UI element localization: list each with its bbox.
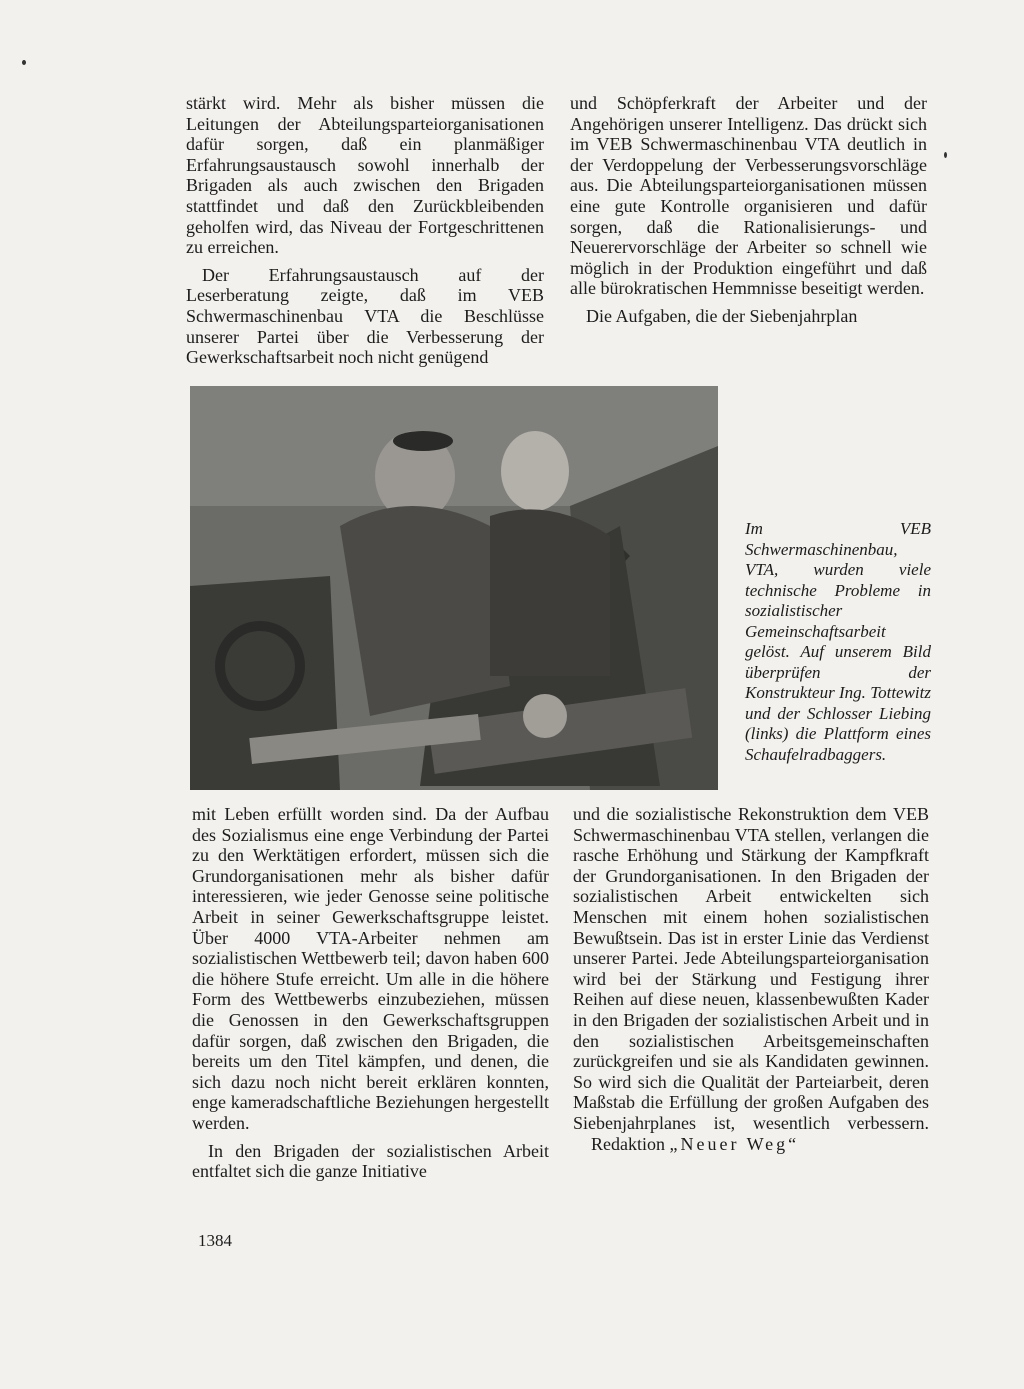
paragraph: In den Brigaden der sozialistischen Arbeit entfaltet sich die ganze Initiative (192, 1140, 549, 1182)
paragraph-text: und die sozialistische Rekonstruktion dem VEB Schwermaschinenbau VTA stellen, verlangen die rasche Erhöhung und Stärkung der Kampfkraft der Grundorganisationen. In den Brigaden der sozialistischen Arbeit entwickelten sich Menschen mit einem hohen sozialistischen Bewußtsein. Das ist in erster Linie das Verdienst unserer Partei. Jede Abteilungsparteiorganisation wird bei der Stärkung und Festigung ihrer Reihen auf diese neuen, klassenbewußten Kader in den Brigaden der sozialistischen Arbeit und in den sozialistischen Arbeitsgemeinschaften zurückgreifen und sie als Kandidaten gewinnen. So wird sich die Qualität der Parteiarbeit, deren Maßstab die Erfüllung der großen Aufgaben des Siebenjahrplanes ist, wesentlich verbessern. (573, 804, 929, 1133)
column-bottom-left (192, 804, 549, 1182)
column-bottom-right (573, 804, 929, 1154)
photo-illustration (190, 386, 718, 790)
paragraph: und Schöpferkraft der Arbeiter und der Angehörigen unserer Intelligenz. Das drückt sich im VEB Schwermaschinenbau VTA deutlich in der Verdoppelung der Verbesserungsvorschläge aus. Die Abteilungsparteiorganisationen müssen eine gute Kontrolle organisieren und dafür sorgen, daß die Rationalisierungs- und Neuerervorschläge der Arbeiter so schnell wie möglich in der Produktion eingeführt und daß alle bürokratischen Hemmnisse beseitigt werden. (570, 93, 927, 299)
page-number: 1384 (198, 1231, 232, 1250)
column-top-right (570, 93, 927, 327)
paragraph: stärkt wird. Mehr als bisher müssen die Leitungen der Abteilungsparteiorganisationen dafür sorgen, daß ein planmäßiger Erfahrungsaustausch sowohl innerhalb der Brigaden als auch zwischen den Brigaden stattfindet und daß den Zurückbleibenden geholfen wird, das Niveau der Fortgeschrittenen zu erreichen. (186, 93, 544, 258)
signature-source: „Neuer Weg“ (669, 1133, 800, 1154)
photo-caption: Im VEB Schwermaschinenbau, VTA, wurden viele technische Probleme in sozialistischer Gemeinschaftsarbeit gelöst. Auf unserem Bild überprüfen der Konstrukteur Ing. Tottewitz und der Schlosser Liebing (links) die Plattform eines Schaufelradbaggers. (745, 519, 931, 764)
paragraph: mit Leben erfüllt worden sind. Da der Aufbau des Sozialismus eine enge Verbindung der Partei zu den Werktätigen erfordert, müssen sich die Grundorganisationen mehr als bisher dafür interessieren, wie jeder Genosse seine politische Arbeit in seiner Gewerkschaftsgruppe leistet. Über 4000 VTA-Arbeiter nehmen am sozialistischen Wettbewerb teil; davon haben 600 die höhere Stufe erreicht. Um alle in die höhere Form des Wettbewerbs einzubeziehen, müssen die Genossen in den Gewerkschaftsgruppen dafür sorgen, daß zwischen den Brigaden, die bereits um den Titel kämpfen, und denen, die sich dazu noch nicht bereit erklären konnten, enge kameradschaftliche Beziehungen hergestellt werden. (192, 804, 549, 1133)
print-speck (22, 60, 26, 65)
paragraph: Die Aufgaben, die der Siebenjahrplan (586, 305, 858, 326)
print-speck (944, 152, 947, 158)
paragraph: Der Erfahrungsaustausch auf der Leserberatung zeigte, daß im VEB Schwermaschinenbau VTA die Beschlüsse unserer Partei über die Verbesserung der Gewerkschaftsarbeit noch nicht genügend (186, 264, 544, 368)
paragraph (573, 804, 929, 1154)
signature-prefix: Redaktion (591, 1133, 665, 1154)
column-top-left (186, 93, 544, 368)
article-photo (190, 386, 718, 790)
